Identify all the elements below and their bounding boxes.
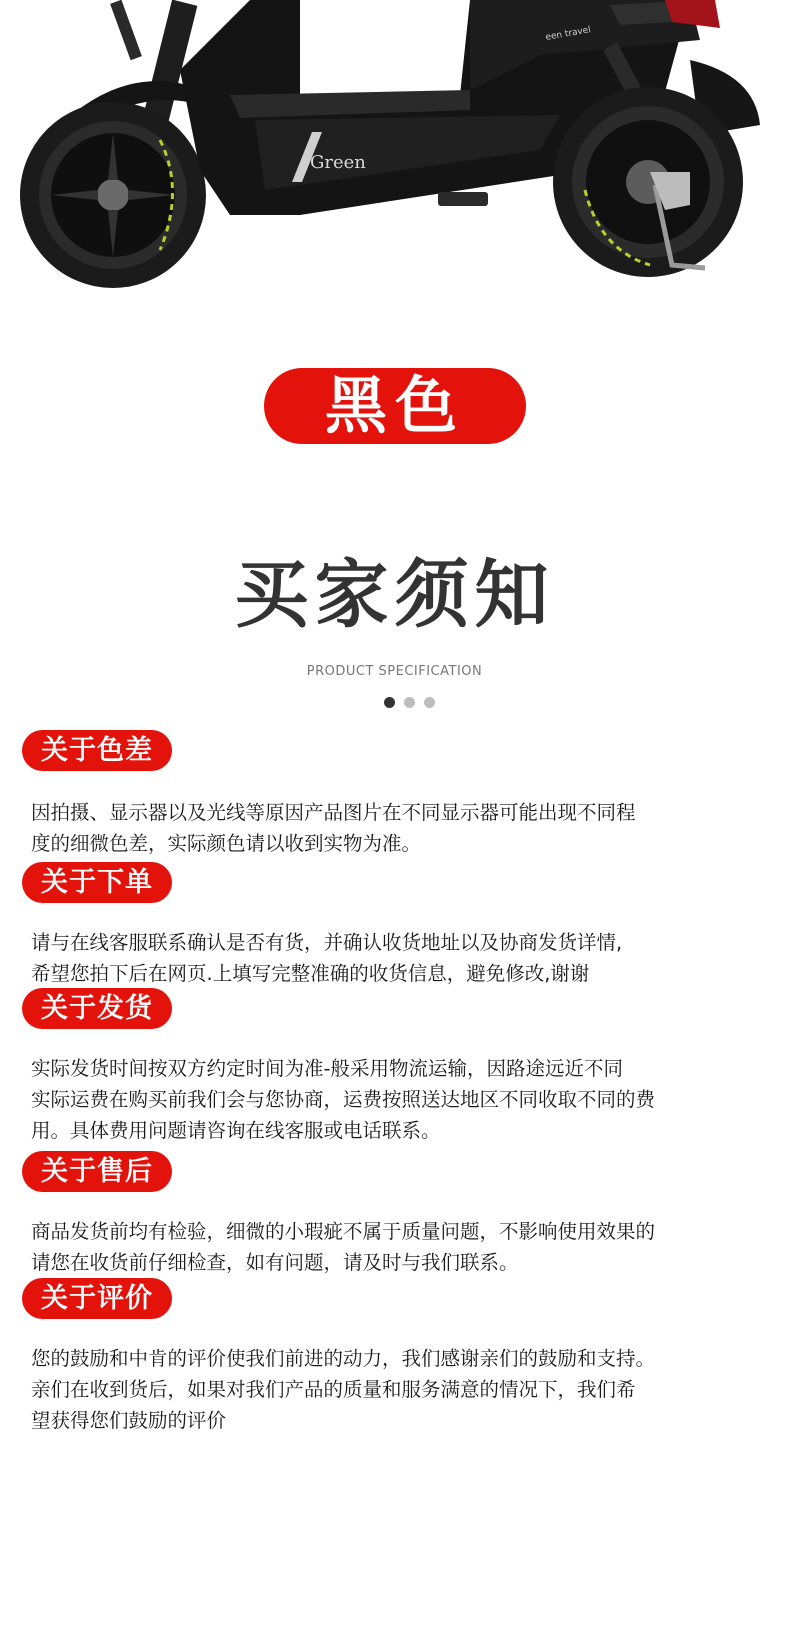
section-body-shipping	[31, 1053, 751, 1146]
scooter-product-photo	[0, 0, 789, 300]
section-text-line: 度的细微色差，实际颜色请以收到实物为准。	[31, 832, 422, 855]
section-text-line: 您的鼓励和中肯的评价使我们前进的动力，我们感谢亲们的鼓励和支持。	[31, 1347, 656, 1370]
section-body-color-difference	[31, 797, 751, 859]
decal-travel-text: een travel	[544, 25, 592, 43]
color-label-badge: 黑色	[264, 368, 526, 444]
section-text-line: 希望您拍下后在网页.上填写完整准确的收货信息，避免修改,谢谢	[31, 962, 590, 985]
pager-dot	[424, 697, 435, 708]
section-text-line: 实际发货时间按双方约定时间为准-般采用物流运输，因路途远近不同	[31, 1057, 624, 1080]
section-text-line: 请与在线客服联系确认是否有货，并确认收货地址以及协商发货详情,	[31, 931, 623, 954]
section-text-line: 因拍摄、显示器以及光线等原因产品图片在不同显示器可能出现不同程	[31, 801, 636, 824]
section-label-after-sales: 关于售后	[22, 1151, 172, 1192]
section-label-color-difference: 关于色差	[22, 730, 172, 771]
buyer-notice-subtitle: PRODUCT SPECIFICATION	[306, 664, 483, 679]
section-label-reviews: 关于评价	[22, 1278, 172, 1319]
section-label-shipping: 关于发货	[22, 988, 172, 1029]
pager-dot	[404, 697, 415, 708]
section-label-ordering: 关于下单	[22, 862, 172, 903]
section-text-line: 商品发货前均有检验，细微的小瑕疵不属于质量问题，不影响使用效果的	[31, 1220, 656, 1243]
decal-brand-text: Green	[310, 152, 366, 173]
section-text-line: 请您在收货前仔细检查，如有问题，请及时与我们联系。	[31, 1251, 519, 1274]
section-text-line: 亲们在收到货后，如果对我们产品的质量和服务满意的情况下，我们希	[31, 1378, 636, 1401]
section-body-after-sales	[31, 1216, 751, 1278]
section-text-line: 望获得您们鼓励的评价	[31, 1409, 227, 1432]
section-text-line: 用。具体费用问题请咨询在线客服或电话联系。	[31, 1119, 441, 1142]
pager-dot-active	[384, 697, 395, 708]
buyer-notice-title: 买家须知	[234, 552, 555, 638]
section-body-reviews	[31, 1343, 751, 1436]
section-text-line: 实际运费在购买前我们会与您协商，运费按照送达地区不同收取不同的费	[31, 1088, 656, 1111]
section-body-ordering	[31, 927, 751, 989]
